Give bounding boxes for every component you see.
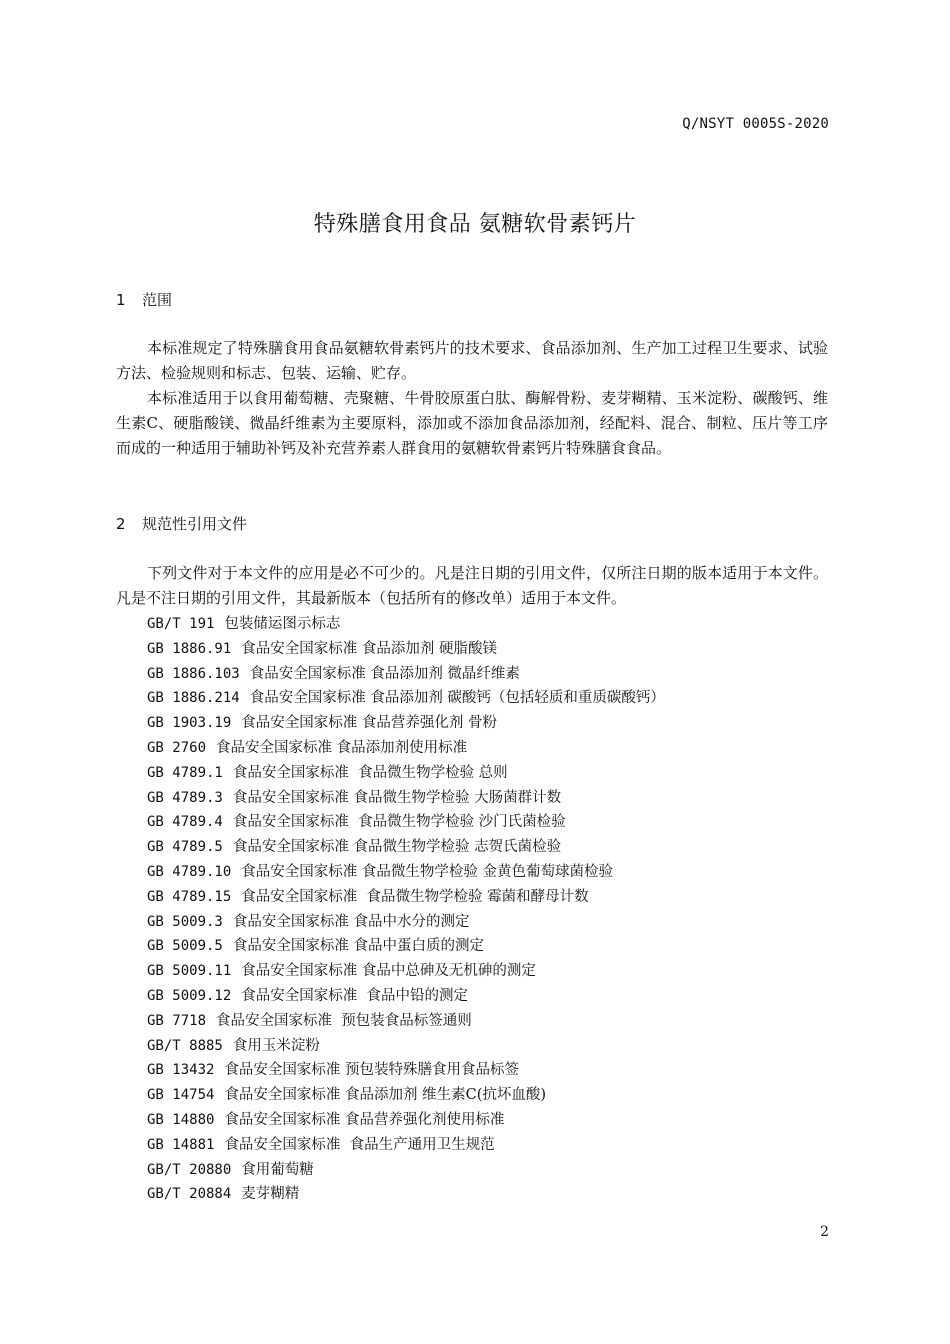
- reference-code: GB/T 8885: [147, 1037, 223, 1054]
- reference-title: 食品安全国家标准 食品微生物学检验 沙门氏菌检验: [232, 814, 566, 831]
- reference-item: [147, 1009, 665, 1034]
- reference-title: 食品安全国家标准 食品微生物学检验 志贺氏菌检验: [232, 839, 562, 856]
- reference-title: 食品安全国家标准 食品添加剂 硬脂酸镁: [241, 640, 498, 657]
- reference-item: [147, 1058, 665, 1083]
- reference-title: 食用葡萄糖: [241, 1161, 314, 1178]
- reference-code: GB 4789.1: [147, 764, 223, 781]
- reference-item: [147, 786, 665, 811]
- reference-item: [147, 1182, 665, 1207]
- reference-title: 食品安全国家标准 食品中总砷及无机砷的测定: [241, 963, 536, 980]
- reference-title: 食品安全国家标准 食品中蛋白质的测定: [232, 938, 484, 955]
- page-number: 2: [820, 1224, 829, 1240]
- section-heading-normative-references: [116, 513, 247, 534]
- reference-item: [147, 910, 665, 935]
- reference-item: [147, 835, 665, 860]
- reference-title: 食品安全国家标准 食品生产通用卫生规范: [224, 1136, 495, 1153]
- scope-paragraph-1: 本标准规定了特殊膳食用食品氨糖软骨素钙片的技术要求、食品添加剂、生产加工过程卫生要求、试验方法、检验规则和标志、包装、运输、贮存。: [116, 339, 828, 382]
- reference-item: [147, 1158, 665, 1183]
- reference-code: GB 4789.10: [147, 863, 232, 880]
- reference-code: GB 7718: [147, 1012, 207, 1029]
- reference-code: GB/T 191: [147, 616, 215, 632]
- reference-item: [147, 1034, 665, 1059]
- reference-code: GB 5009.3: [147, 913, 223, 930]
- reference-title: 食品安全国家标准 食品添加剂使用标准: [216, 739, 468, 756]
- reference-title: 食品安全国家标准 食品添加剂 碳酸钙（包括轻质和重质碳酸钙）: [249, 690, 665, 707]
- reference-title: 食品安全国家标准 食品微生物学检验 总则: [232, 764, 508, 781]
- reference-title: 食品安全国家标准 食品微生物学检验 霉菌和酵母计数: [241, 888, 589, 905]
- reference-title: 食用玉米淀粉: [232, 1037, 320, 1054]
- reference-code: GB 14754: [147, 1087, 215, 1104]
- reference-title: 食品安全国家标准 食品中水分的测定: [232, 913, 470, 930]
- reference-item: [147, 959, 665, 984]
- reference-code: GB 1886.103: [147, 665, 240, 682]
- reference-code: GB 4789.3: [147, 789, 223, 806]
- reference-title: 食品安全国家标准 食品微生物学检验 金黄色葡萄球菌检验: [241, 863, 614, 880]
- reference-item: [147, 1133, 665, 1158]
- reference-title: 食品安全国家标准 食品营养强化剂使用标准: [224, 1111, 505, 1128]
- reference-item: [147, 934, 665, 959]
- reference-item: [147, 810, 665, 835]
- reference-item: [147, 612, 665, 637]
- reference-item: [147, 662, 665, 687]
- reference-code: GB 1886.91: [147, 640, 232, 657]
- references-intro-paragraph: 下列文件对于本文件的应用是必不可少的。凡是注日期的引用文件，仅所注日期的版本适用于本文件。凡是不注日期的引用文件，其最新版本（包括所有的修改单）适用于本文件。: [116, 564, 828, 607]
- document-code: Q/NSYT 0005S-2020: [682, 116, 829, 132]
- section-title: 范围: [142, 291, 173, 309]
- reference-title: 包装储运图示标志: [224, 616, 341, 632]
- reference-item: [147, 637, 665, 662]
- reference-item: [147, 860, 665, 885]
- reference-code: GB 1903.19: [147, 715, 232, 732]
- reference-item: [147, 984, 665, 1009]
- reference-item: [147, 761, 665, 786]
- reference-item: [147, 736, 665, 761]
- reference-code: GB 4789.5: [147, 839, 223, 856]
- reference-code: GB/T 20884: [147, 1186, 232, 1203]
- reference-code: GB 4789.15: [147, 888, 232, 905]
- reference-code: GB 14881: [147, 1136, 215, 1153]
- reference-title: 食品安全国家标准 预包装食品标签通则: [216, 1012, 472, 1029]
- reference-list: [147, 612, 665, 1207]
- reference-code: GB 5009.11: [147, 963, 232, 980]
- reference-title: 食品安全国家标准 食品添加剂 维生素C(抗坏血酸): [224, 1087, 547, 1104]
- section-number: 1: [116, 291, 126, 309]
- reference-title: 食品安全国家标准 食品中铅的测定: [241, 987, 469, 1004]
- reference-title: 食品安全国家标准 食品添加剂 微晶纤维素: [249, 665, 520, 682]
- reference-title: 食品安全国家标准 食品营养强化剂 骨粉: [241, 715, 498, 732]
- document-title: 特殊膳食用食品 氨糖软骨素钙片: [313, 212, 637, 237]
- reference-item: [147, 1108, 665, 1133]
- reference-code: GB 5009.12: [147, 987, 232, 1004]
- reference-item: [147, 686, 665, 711]
- reference-item: [147, 1083, 665, 1108]
- reference-title: 麦芽糊精: [241, 1186, 300, 1203]
- section-heading-scope: [116, 289, 172, 310]
- reference-item: [147, 885, 665, 910]
- reference-code: GB 2760: [147, 739, 207, 756]
- reference-item: [147, 711, 665, 736]
- reference-code: GB/T 20880: [147, 1161, 232, 1178]
- reference-code: GB 1886.214: [147, 690, 240, 707]
- section-title: 规范性引用文件: [142, 515, 248, 533]
- scope-paragraph-2: 本标准适用于以食用葡萄糖、壳聚糖、牛骨胶原蛋白肽、酶解骨粉、麦芽糊精、玉米淀粉、碳酸钙、维生素C、硬脂酸镁、微晶纤维素为主要原料，添加或不添加食品添加剂，经配料、混合、制粒、压片等工序而成的一种适用于辅助补钙及补充营养素人群食用的氨糖软骨素钙片特殊膳食食品。: [116, 389, 828, 457]
- reference-code: GB 13432: [147, 1062, 215, 1079]
- reference-code: GB 5009.5: [147, 938, 223, 955]
- reference-title: 食品安全国家标准 预包装特殊膳食用食品标签: [224, 1062, 520, 1079]
- reference-title: 食品安全国家标准 食品微生物学检验 大肠菌群计数: [232, 789, 562, 806]
- reference-code: GB 14880: [147, 1111, 215, 1128]
- reference-code: GB 4789.4: [147, 814, 223, 831]
- section-number: 2: [116, 515, 126, 533]
